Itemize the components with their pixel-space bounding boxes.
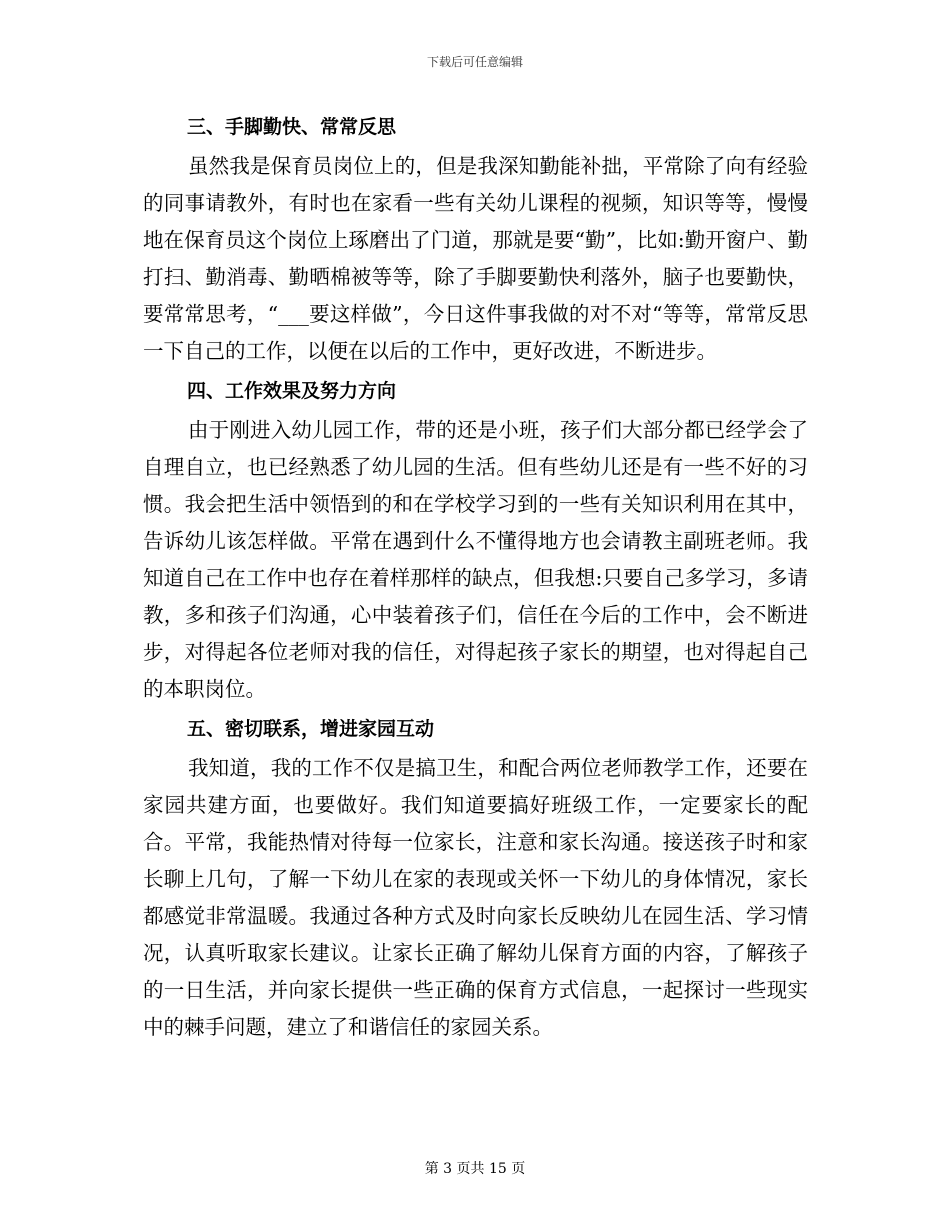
section-heading-5: 五、密切联系，增进家园互动: [187, 718, 435, 740]
section-heading-3: 三、手脚勤快、常常反思: [187, 116, 397, 138]
document-body: [143, 110, 808, 1050]
section-paragraph-3: 虽然我是保育员岗位上的，但是我深知勤能补拙，平常除了向有经验的同事请教外，有时也在家看一些有关幼儿课程的视频，知识等等，慢慢地在保育员这个岗位上琢磨出了门道，那就是要“勤”，比如:勤开窗户、勤打扫、勤消毒、勤晒棉被等等，除了手脚要勤快利落外，脑子也要勤快，要常常思考，“___要这样做”，今日这件事我做的对不对“等等，常常反思一下自己的工作，以便在以后的工作中，更好改进，不断进步。: [143, 154, 808, 363]
section-paragraph-5: 我知道，我的工作不仅是搞卫生，和配合两位老师教学工作，还要在家园共建方面，也要做好。我们知道要搞好班级工作，一定要家长的配合。平常，我能热情对待每一位家长，注意和家长沟通。接送孩子时和家长聊上几句，了解一下幼儿在家的表现或关怀一下幼儿的身体情况，家长都感觉非常温暖。我通过各种方式及时向家长反映幼儿在园生活、学习情况，认真听取家长建议。让家长正确了解幼儿保育方面的内容，了解孩子的一日生活，并向家长提供一些正确的保育方式信息，一起探讨一些现实中的棘手问题，建立了和谐信任的家园关系。: [143, 756, 808, 1039]
section-heading-4: 四、工作效果及努力方向: [187, 380, 397, 402]
section-paragraph-4: 由于刚进入幼儿园工作，带的还是小班，孩子们大部分都已经学会了自理自立，也已经熟悉了幼儿园的生活。但有些幼儿还是有一些不好的习惯。我会把生活中领悟到的和在学校学习到的一些有关知识利用在其中，告诉幼儿该怎样做。平常在遇到什么不懂得地方也会请教主副班老师。我知道自己在工作中也存在着样那样的缺点，但我想:只要自己多学习，多请教，多和孩子们沟通，心中装着孩子们，信任在今后的工作中，会不断进步，对得起各位老师对我的信任，对得起孩子家长的期望，也对得起自己的本职岗位。: [143, 418, 808, 701]
header-note: 下载后可任意编辑: [426, 55, 523, 69]
page-number: 第 3 页共 15 页: [424, 1161, 526, 1177]
